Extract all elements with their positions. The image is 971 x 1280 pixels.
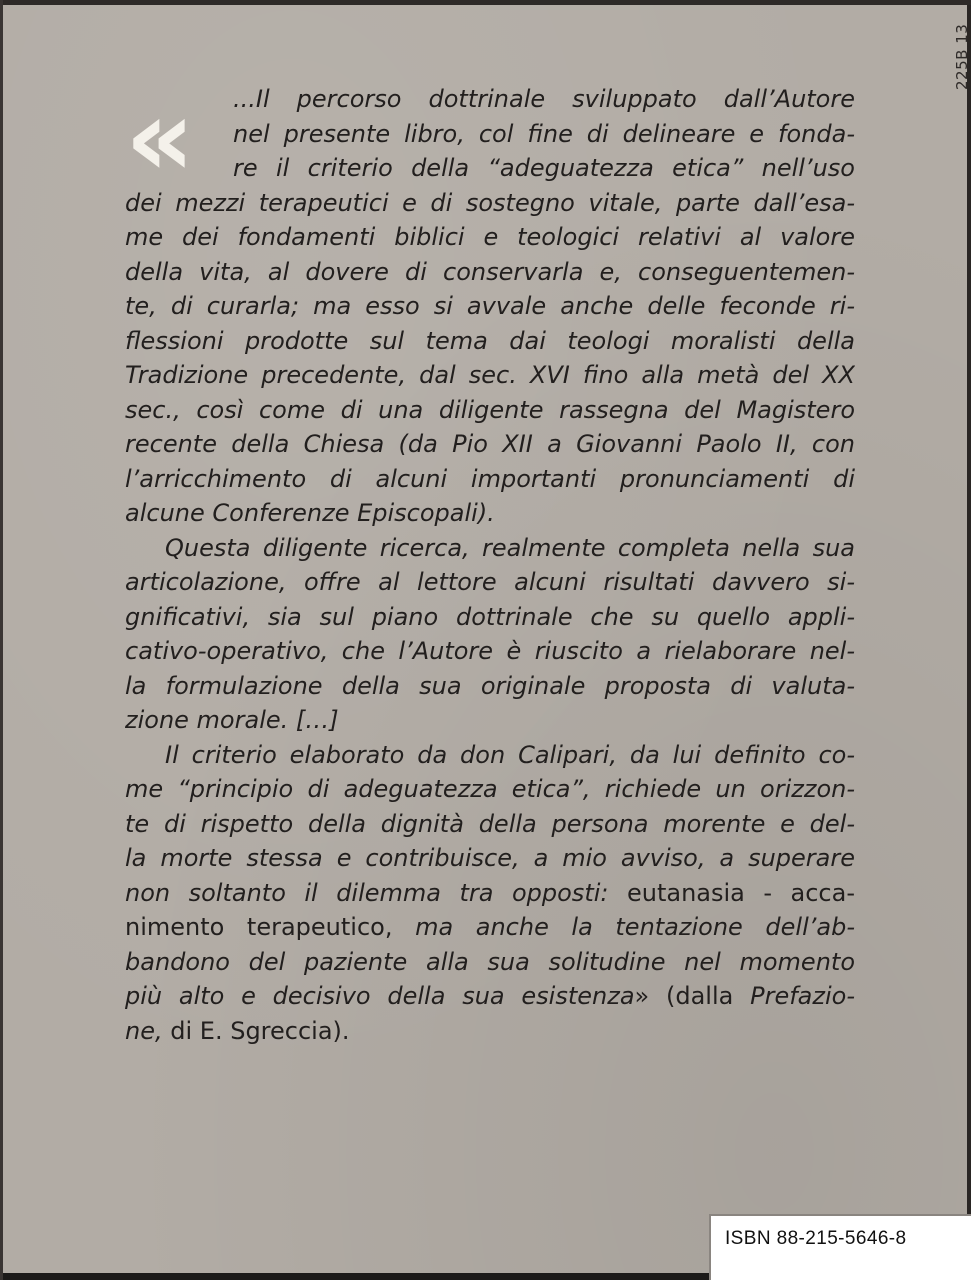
isbn-number: ISBN 88-215-5646-8 bbox=[725, 1228, 907, 1249]
cover-top-edge bbox=[3, 0, 971, 5]
text-line: nel presente libro, col fine di delineare e fonda- bbox=[233, 119, 855, 148]
text-line: flessioni prodotte sul tema dai teologi moralisti della bbox=[125, 326, 855, 355]
text-line: la morte stessa e contribuisce, a mio avviso, a superare bbox=[125, 844, 855, 872]
text-line: sec., così come di una diligente rassegna del Magistero bbox=[125, 395, 855, 424]
text-line: l’arricchimento di alcuni importanti pronunciamenti di bbox=[125, 464, 855, 493]
text-line: recente della Chiesa (da Pio XII a Giovanni Paolo II, con bbox=[125, 430, 855, 458]
text-line: bandono del paziente alla sua solitudine nel momento bbox=[125, 947, 855, 976]
text-line: ...Il percorso dottrinale sviluppato dall’Autore bbox=[233, 85, 855, 113]
text-line: Tradizione precedente, dal sec. XVI fino alla metà del XX bbox=[125, 361, 855, 389]
text-line: dei mezzi terapeutici e di sostegno vitale, parte dall’esa- bbox=[125, 188, 855, 217]
text-fragment-upright: di E. Sgreccia). bbox=[170, 1016, 350, 1045]
text-line bbox=[125, 1014, 855, 1049]
text-line: me “principio di adeguatezza etica”, richiede un orizzon- bbox=[125, 775, 855, 803]
opening-quote-mark: « bbox=[125, 76, 173, 201]
text-line: Questa diligente ricerca, realmente completa nella sua bbox=[165, 533, 855, 562]
text-fragment: più alto e decisivo della sua esistenza bbox=[125, 982, 635, 1010]
text-line bbox=[125, 910, 855, 945]
text-line: me dei fondamenti biblici e teologici relativi al valore bbox=[125, 223, 855, 251]
text-line: articolazione, offre al lettore alcuni risultati davvero si- bbox=[125, 568, 855, 596]
text-fragment: Prefazio- bbox=[750, 982, 855, 1010]
text-fragment-upright: nimento terapeutico, bbox=[125, 913, 393, 941]
text-line bbox=[125, 979, 855, 1014]
text-line: della vita, al dovere di conservarla e, conseguentemen- bbox=[125, 257, 855, 286]
text-line: cativo-operativo, che l’Autore è riuscito a rielaborare nel- bbox=[125, 637, 855, 665]
text-line: re il criterio della “adeguatezza etica” nell’uso bbox=[233, 154, 855, 182]
text-fragment: ma anche la tentazione dell’ab- bbox=[415, 913, 855, 941]
text-fragment-upright: eutanasia - acca- bbox=[626, 878, 855, 907]
text-line: te, di curarla; ma esso si avvale anche delle feconde ri- bbox=[125, 292, 855, 320]
text-line: la formulazione della sua originale proposta di valuta- bbox=[125, 671, 855, 700]
text-line: zione morale. […] bbox=[125, 706, 339, 734]
text-line: gnificativi, sia sul piano dottrinale che su quello appli- bbox=[125, 602, 855, 631]
text-fragment: non soltanto il dilemma tra opposti: bbox=[125, 878, 609, 907]
isbn-label bbox=[709, 1214, 971, 1280]
text-fragment: ne, bbox=[125, 1016, 163, 1045]
text-line: Il criterio elaborato da don Calipari, da lui definito co- bbox=[165, 740, 855, 769]
catalog-code: 225B 13 bbox=[953, 23, 971, 90]
text-line bbox=[125, 876, 855, 911]
text-line: alcune Conferenze Episcopali). bbox=[125, 499, 495, 527]
blurb-text bbox=[125, 76, 855, 1048]
text-fragment-upright: » (dalla bbox=[634, 982, 734, 1010]
text-line: te di rispetto della dignità della persona morente e del- bbox=[125, 809, 855, 838]
